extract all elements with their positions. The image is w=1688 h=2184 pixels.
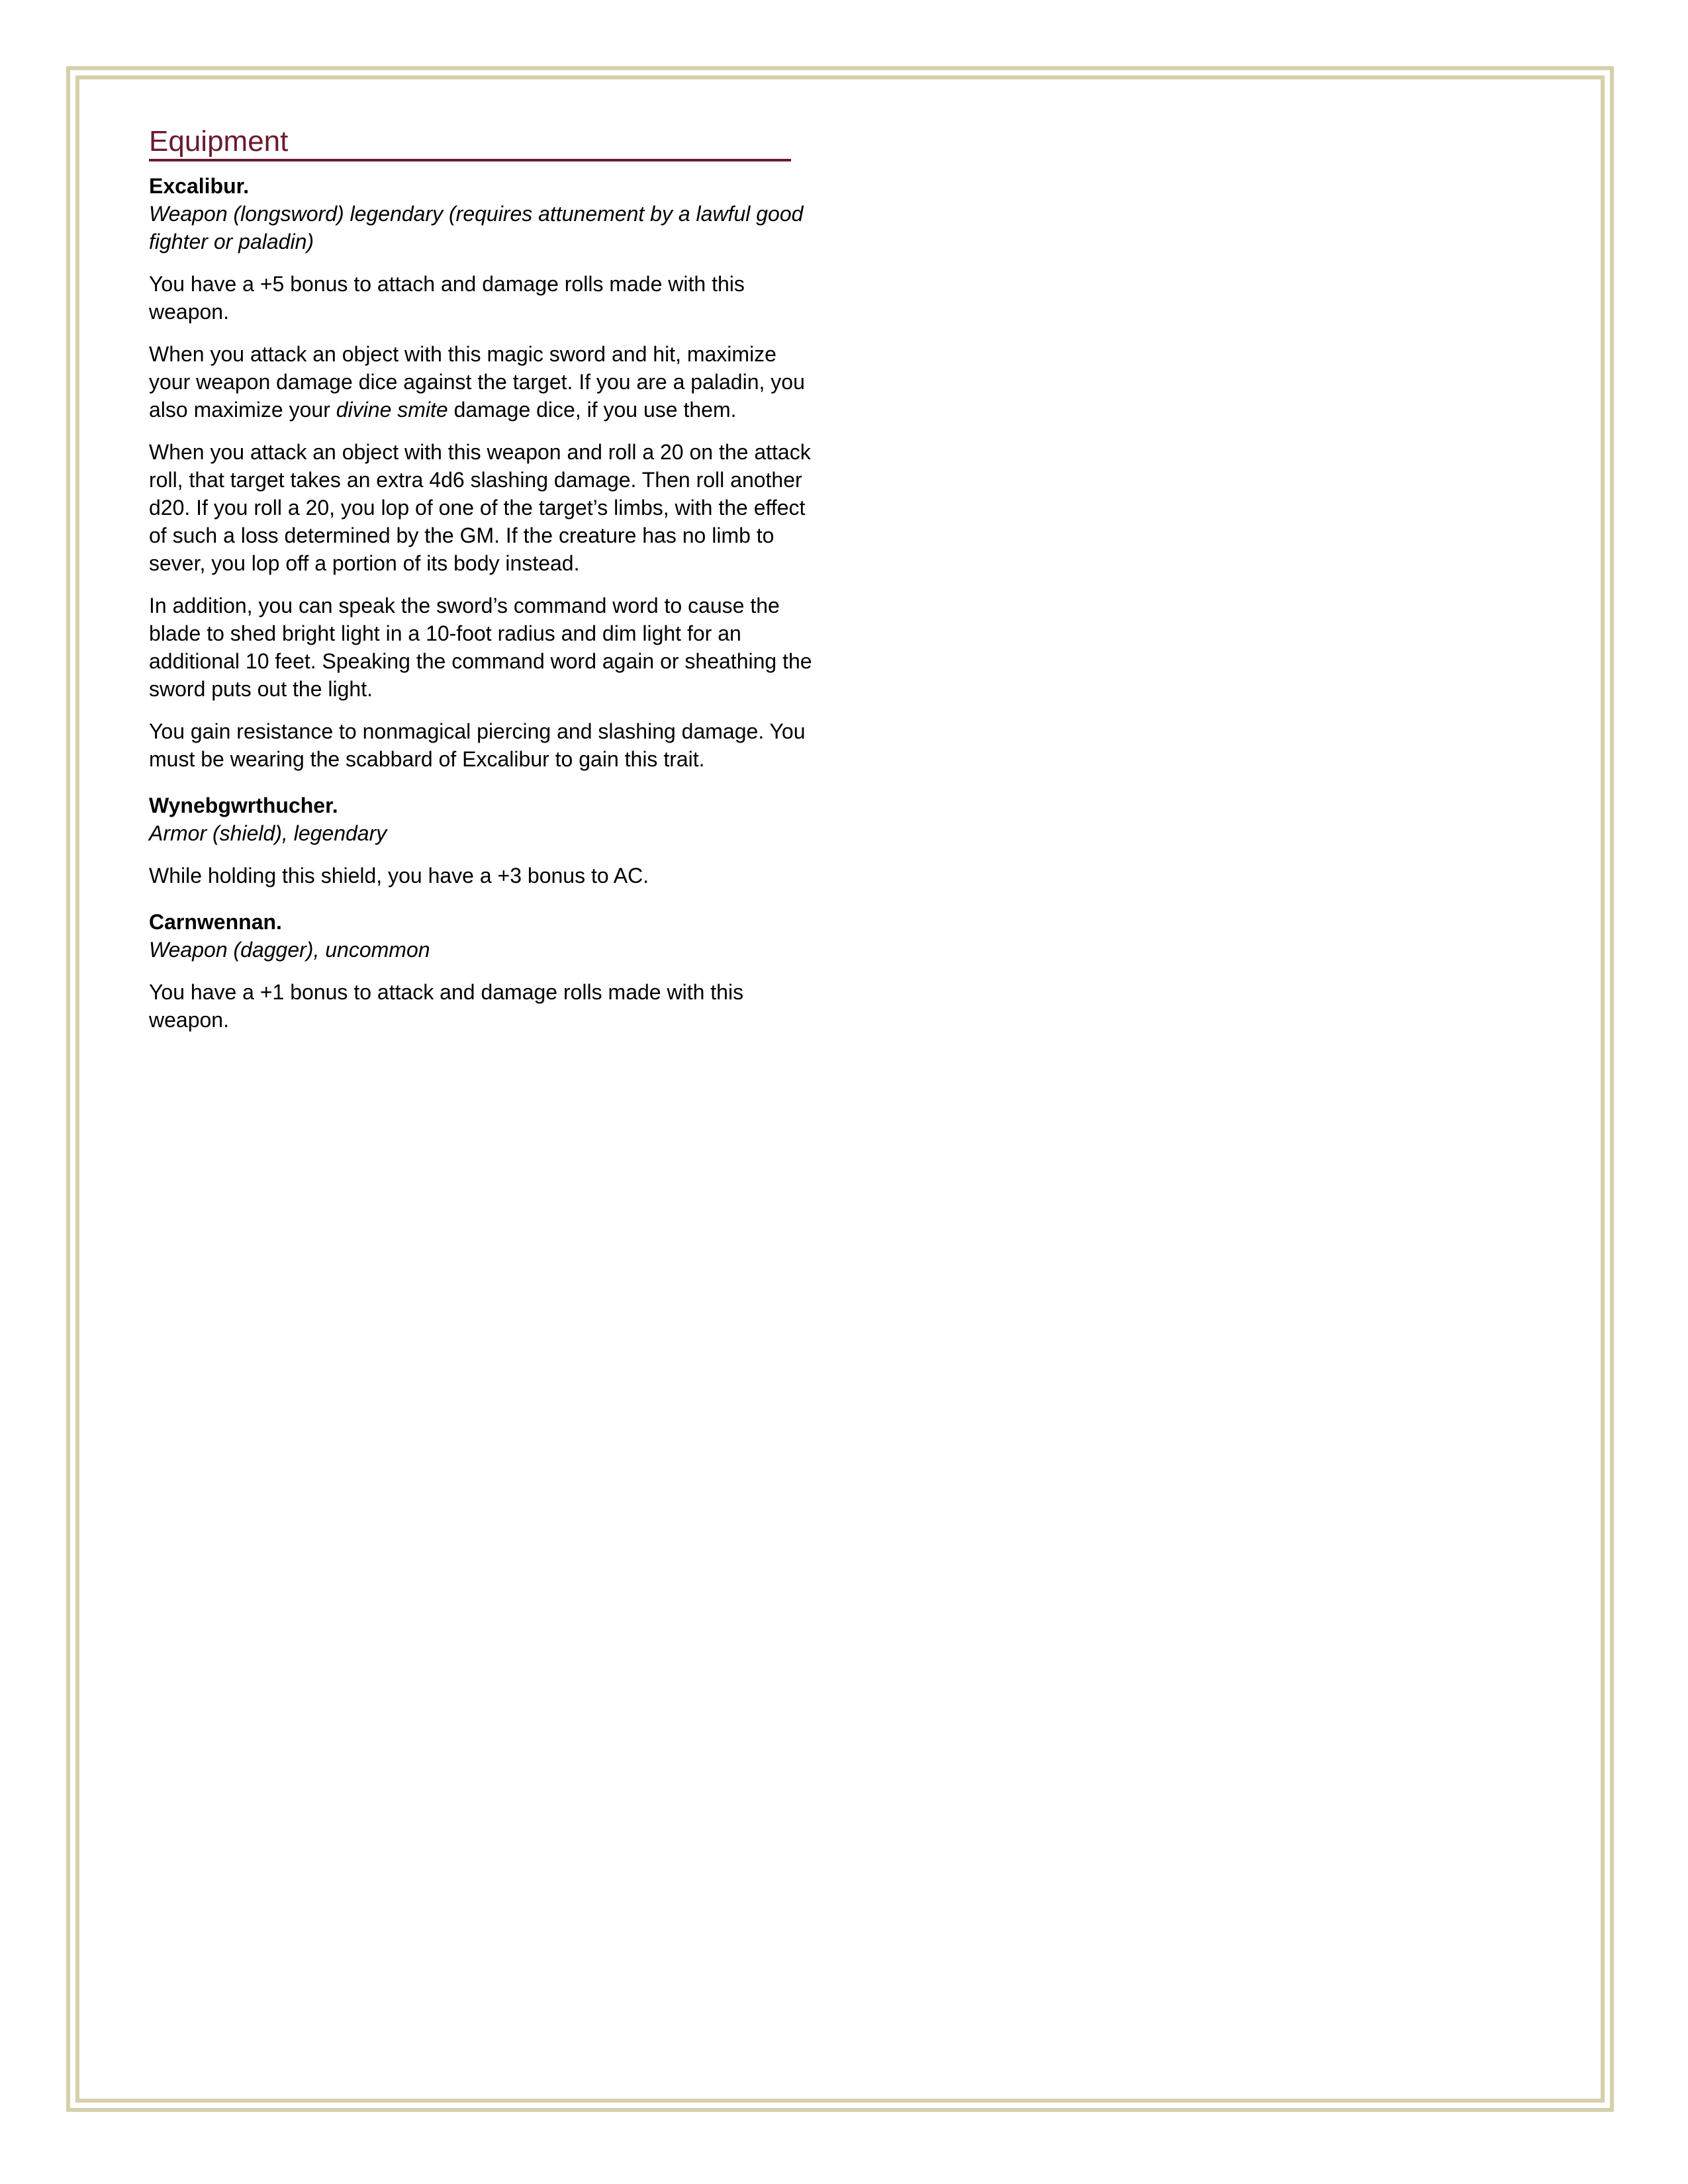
item-paragraph: When you attack an object with this weapon and roll a 20 on the attack roll, that target takes an extra 4d6 slashing damage. Then roll another d20. If you roll a 20, you lop of one of the target’s limbs, with the effect of such a loss determined by the GM. If the creature has no limb to sever, you lop off a portion of its body instead. bbox=[149, 440, 811, 576]
item-carnwennan bbox=[149, 908, 818, 1034]
item-type: Armor (shield), legendary bbox=[149, 821, 387, 846]
item-excalibur bbox=[149, 172, 818, 773]
section-title: Equipment bbox=[149, 126, 791, 161]
item-paragraph: While holding this shield, you have a +3 bonus to AC. bbox=[149, 864, 649, 888]
item-paragraph: In addition, you can speak the sword’s command word to cause the blade to shed bright light in a 10-foot radius and dim light for an additional 10 feet. Speaking the command word again or sheathing the sword puts out the light. bbox=[149, 594, 812, 702]
paragraph-text: damage dice, if you use them. bbox=[447, 398, 737, 422]
item-paragraph bbox=[149, 340, 818, 424]
paragraph-text: When you attack an object with this magic sword and hit, maximize your weapon damage dice against the target. If you are a paladin, you also maximize your bbox=[149, 342, 805, 422]
item-paragraph: You have a +1 bonus to attack and damage rolls made with this weapon. bbox=[149, 980, 744, 1032]
paragraph-emphasis: divine smite bbox=[336, 398, 448, 422]
item-name: Carnwennan. bbox=[149, 910, 282, 934]
item-wynebgwrthucher bbox=[149, 792, 818, 889]
item-name: Wynebgwrthucher. bbox=[149, 794, 338, 818]
item-type: Weapon (longsword) legendary (requires attunement by a lawful good fighter or paladin) bbox=[149, 202, 804, 254]
item-paragraph: You have a +5 bonus to attach and damage rolls made with this weapon. bbox=[149, 272, 745, 324]
item-paragraph: You gain resistance to nonmagical piercing and slashing damage. You must be wearing the scabbard of Excalibur to gain this trait. bbox=[149, 719, 806, 772]
document-content bbox=[149, 126, 818, 1034]
item-name: Excalibur. bbox=[149, 174, 250, 199]
item-type: Weapon (dagger), uncommon bbox=[149, 938, 430, 962]
